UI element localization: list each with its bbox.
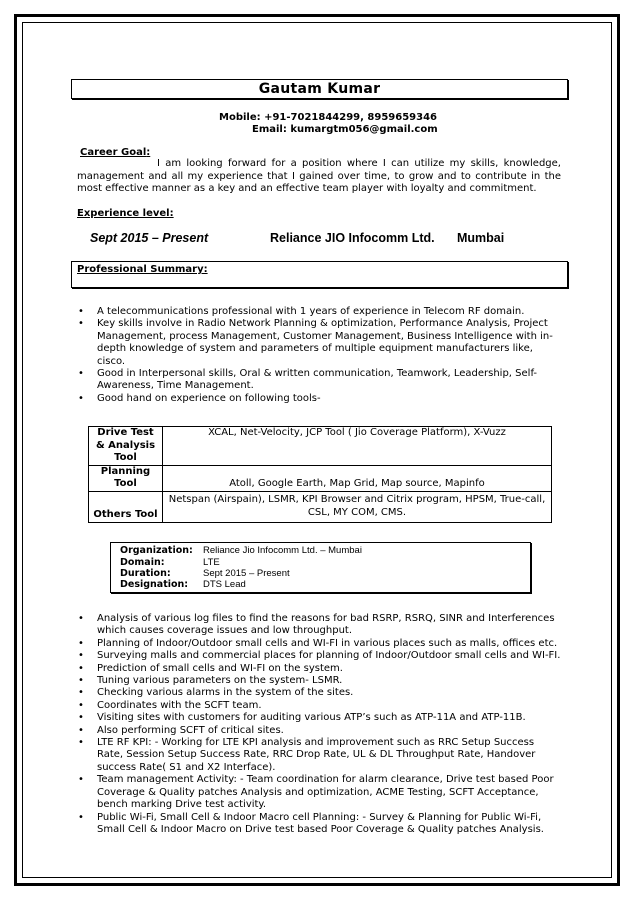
- experience-company: Reliance JIO Infocomm Ltd.: [270, 231, 435, 245]
- list-item: • Good in Interpersonal skills, Oral & written communication, Teamwork, Leadership, Self-Awareness, Time Management.: [77, 368, 561, 393]
- career-goal-label: Career Goal:: [80, 147, 151, 158]
- tool-category: Planning Tool: [89, 465, 163, 491]
- tool-list: XCAL, Net-Velocity, JCP Tool ( Jio Coverage Platform), X-Vuzz: [163, 427, 552, 466]
- professional-summary-header: [71, 261, 568, 288]
- list-item: • Key skills involve in Radio Network Planning & optimization, Performance Analysis, Project Management, process Management, Customer Management, Business Intelligence with in-depth knowledge of system and parameters of multiple equipment manufacturers like, cisco.: [77, 318, 561, 368]
- organization-value: LTE: [203, 557, 220, 568]
- organization-row: [120, 545, 362, 556]
- tools-table: [88, 426, 552, 523]
- tool-category: Drive Test & Analysis Tool: [89, 427, 163, 466]
- table-row: [89, 491, 552, 522]
- list-item: • Coordinates with the SCFT team.: [77, 700, 561, 712]
- list-item: • Analysis of various log files to find the reasons for bad RSRP, RSRQ, SINR and Interferences which causes coverage issues and low throughput.: [77, 613, 561, 638]
- organization-details: [110, 542, 531, 593]
- list-item: • Surveying malls and commercial places for planning of Indoor/Outdoor small cells and WI-FI.: [77, 650, 561, 662]
- list-item: • Planning of Indoor/Outdoor small cells and WI-FI in various places such as malls, offices etc.: [77, 638, 561, 650]
- professional-summary-label: Professional Summary:: [77, 264, 208, 275]
- organization-key: Duration:: [120, 568, 171, 579]
- organization-row: [120, 568, 290, 579]
- candidate-name: Gautam Kumar: [71, 79, 568, 99]
- list-item: • LTE RF KPI: - Working for LTE KPI analysis and improvement such as RRC Setup Success Rate, Session Setup Success Rate, RRC Drop Rate, UL & DL Throughput Rate, Handover success Rate( S1 and X2 Interface).: [77, 737, 561, 774]
- experience-level-label: Experience level:: [77, 208, 174, 219]
- mobile-numbers: Mobile: +91-7021844299, 8959659346: [219, 112, 437, 123]
- list-item: • Tuning various parameters on the system- LSMR.: [77, 675, 561, 687]
- list-item: • A telecommunications professional with 1 years of experience in Telecom RF domain.: [77, 306, 561, 318]
- organization-row: [120, 557, 220, 568]
- experience-location: Mumbai: [457, 231, 505, 245]
- list-item: • Visiting sites with customers for auditing various ATP’s such as ATP-11A and ATP-11B.: [77, 712, 561, 724]
- list-item: • Public Wi-Fi, Small Cell & Indoor Macro cell Planning: - Survey & Planning for Public Wi-Fi, Small Cell & Indoor Macro on Drive test based Poor Coverage & Quality patches Analysis.: [77, 812, 561, 837]
- list-item: • Team management Activity: - Team coordination for alarm clearance, Drive test based Poor Coverage & Quality patches Analysis and optimization, ACME Testing, SCFT Acceptance, bench marking Drive test activity.: [77, 774, 561, 811]
- table-row: [89, 465, 552, 491]
- list-item: • Good hand on experience on following tools-: [77, 393, 561, 405]
- organization-key: Domain:: [120, 557, 165, 568]
- tool-category: Others Tool: [89, 491, 163, 522]
- organization-row: [120, 579, 246, 590]
- table-row: [89, 427, 552, 466]
- tool-list: Atoll, Google Earth, Map Grid, Map source, Mapinfo: [163, 465, 552, 491]
- organization-value: Sept 2015 – Present: [203, 568, 290, 579]
- email-address: Email: kumargtm056@gmail.com: [252, 124, 438, 135]
- list-item: • Checking various alarms in the system of the sites.: [77, 687, 561, 699]
- organization-value: Reliance Jio Infocomm Ltd. – Mumbai: [203, 545, 362, 556]
- responsibilities-list: [77, 613, 561, 836]
- tool-list: Netspan (Airspain), LSMR, KPI Browser and Citrix program, HPSM, True-call, CSL, MY COM, CMS.: [163, 491, 552, 522]
- experience-period: Sept 2015 – Present: [90, 231, 209, 245]
- organization-key: Organization:: [120, 545, 193, 556]
- list-item: • Prediction of small cells and WI-FI on the system.: [77, 663, 561, 675]
- organization-key: Designation:: [120, 579, 189, 590]
- list-item: • Also performing SCFT of critical sites.: [77, 725, 561, 737]
- organization-value: DTS Lead: [203, 579, 246, 590]
- career-goal-text: I am looking forward for a position where I can utilize my skills, knowledge, management and all my experience that I gained over time, to grow and to contribute in the most effective manner as a key and an effective team player with loyalty and commitment.: [77, 158, 561, 194]
- summary-list: [77, 306, 561, 405]
